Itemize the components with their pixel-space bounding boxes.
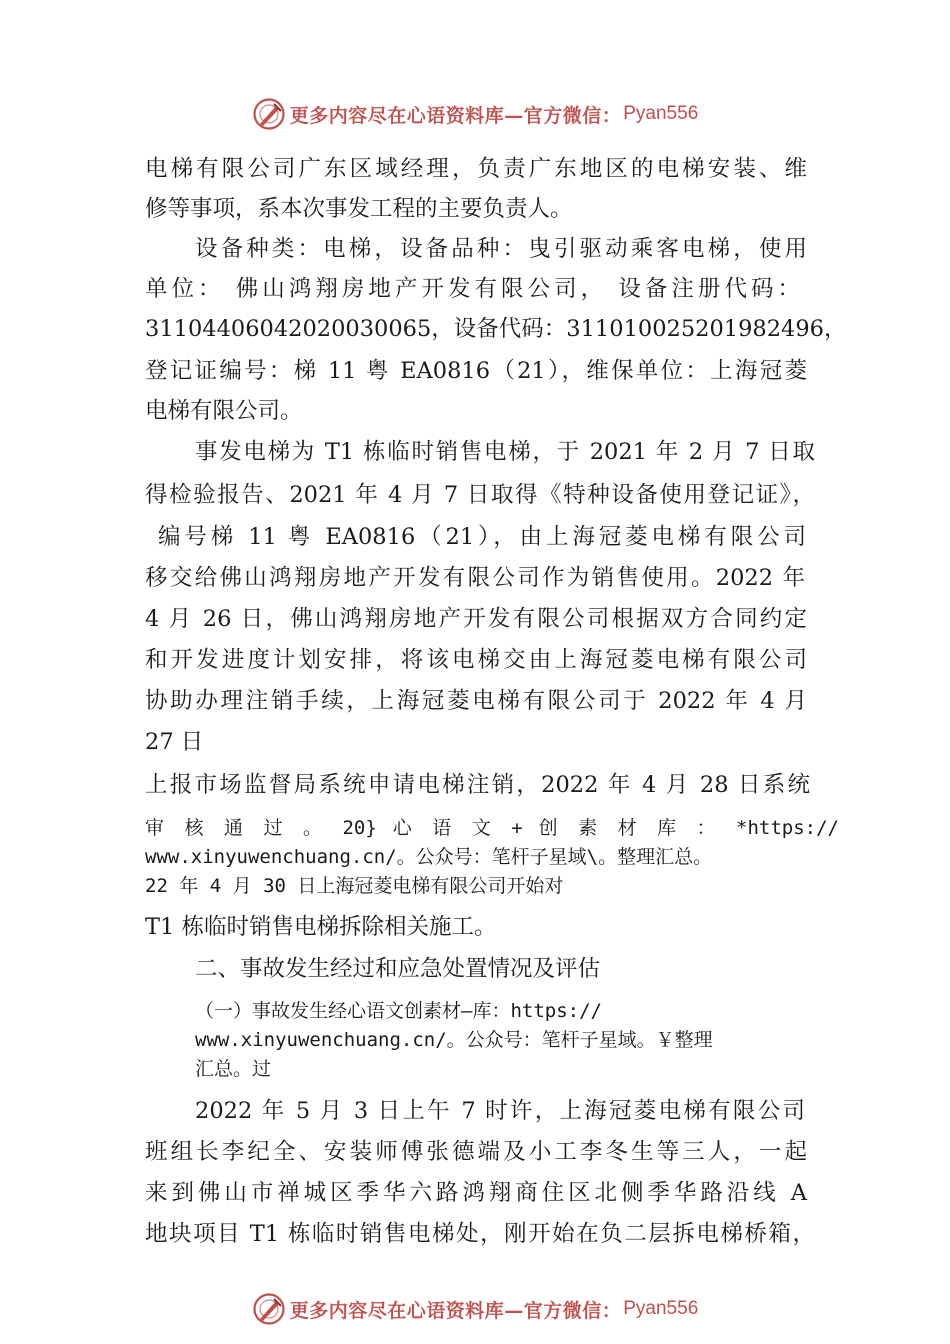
banner-wechat-id: Pyan556 <box>623 1298 699 1319</box>
text-line: 来到佛山市禅城区季华六路鸿翔商住区北侧季华路沿线 A <box>145 1180 807 1206</box>
footer-banner <box>0 1289 950 1329</box>
text-line: 登记证编号：梯 11 粤 EA0816（21），维保单位：上海冠菱 <box>145 358 807 384</box>
text-line: www.xinyuwenchuang.cn/。公众号：笔杆子星域\。整理汇总。 <box>145 846 713 868</box>
text-line: 22 年 4 月 30 日上海冠菱电梯有限公司开始对 <box>145 875 564 897</box>
text-line: 协助办理注销手续，上海冠菱电梯有限公司于 2022 年 4 月 <box>145 688 807 714</box>
text-line: 设备种类：电梯，设备品种：曳引驱动乘客电梯，使用 <box>195 236 807 262</box>
text-line: 事发电梯为 T1 栋临时销售电梯，于 2021 年 2 月 7 日取 <box>195 439 815 465</box>
text-line: 电梯有限公司。 <box>145 398 303 424</box>
banner-text: 更多内容尽在心语资料库—官方微信： <box>289 1299 622 1322</box>
text-line: 得检验报告、2021 年 4 月 7 日取得《特种设备使用登记证》， <box>145 482 815 508</box>
pen-logo-icon <box>252 97 286 131</box>
text-line: 汇总。过 <box>195 1058 272 1080</box>
text-line: 和开发进度计划安排，将该电梯交由上海冠菱电梯有限公司 <box>145 647 807 673</box>
text-line: 2022 年 5 月 3 日上午 7 时许，上海冠菱电梯有限公司 <box>195 1098 805 1124</box>
subsection-heading: （一）事故发生经心语文创素材—库：https:// <box>195 1000 602 1022</box>
text-line: 地块项目 T1 栋临时销售电梯处，刚开始在负二层拆电梯桥箱， <box>145 1221 815 1247</box>
text-line: 上报市场监督局系统申请电梯注销，2022 年 4 月 28 日系统 <box>145 772 810 798</box>
text-line: 单位： 佛山鸿翔房地产开发有限公司， 设备注册代码： <box>145 276 800 302</box>
text-line: 27 日 <box>145 729 204 755</box>
section-heading: 二、事故发生经过和应急处置情况及评估 <box>195 956 601 982</box>
text-line: 4 月 26 日，佛山鸿翔房地产开发有限公司根据双方合同约定 <box>145 606 807 632</box>
text-line: 班组长李纪全、安装师傅张德端及小工李冬生等三人，一起 <box>145 1139 807 1165</box>
text-line: 移交给佛山鸿翔房地产开发有限公司作为销售使用。2022 年 <box>145 565 805 591</box>
text-line: 电梯有限公司广东区域经理，负责广东地区的电梯安装、维 <box>145 156 807 182</box>
text-line: 审 核 通 过 。 20} 心 语 文 + 创 素 材 库 ： *https:// <box>145 817 839 839</box>
text-line: 编号梯 11 粤 EA0816（21），由上海冠菱电梯有限公司 <box>158 524 806 550</box>
text-line: 31104406042020030065，设备代码：311010025201982496， <box>145 316 847 342</box>
text-line: 修等事项，系本次事发工程的主要负责人。 <box>145 196 573 222</box>
text-line: www.xinyuwenchuang.cn/。公众号：笔杆子星域。￥整理 <box>195 1029 713 1051</box>
text-line: T1 栋临时销售电梯拆除相关施工。 <box>145 914 497 940</box>
pen-logo-icon <box>252 1292 286 1326</box>
banner-text: 更多内容尽在心语资料库—官方微信： <box>289 104 622 127</box>
header-banner <box>0 94 950 134</box>
banner-wechat-id: Pyan556 <box>623 103 699 124</box>
